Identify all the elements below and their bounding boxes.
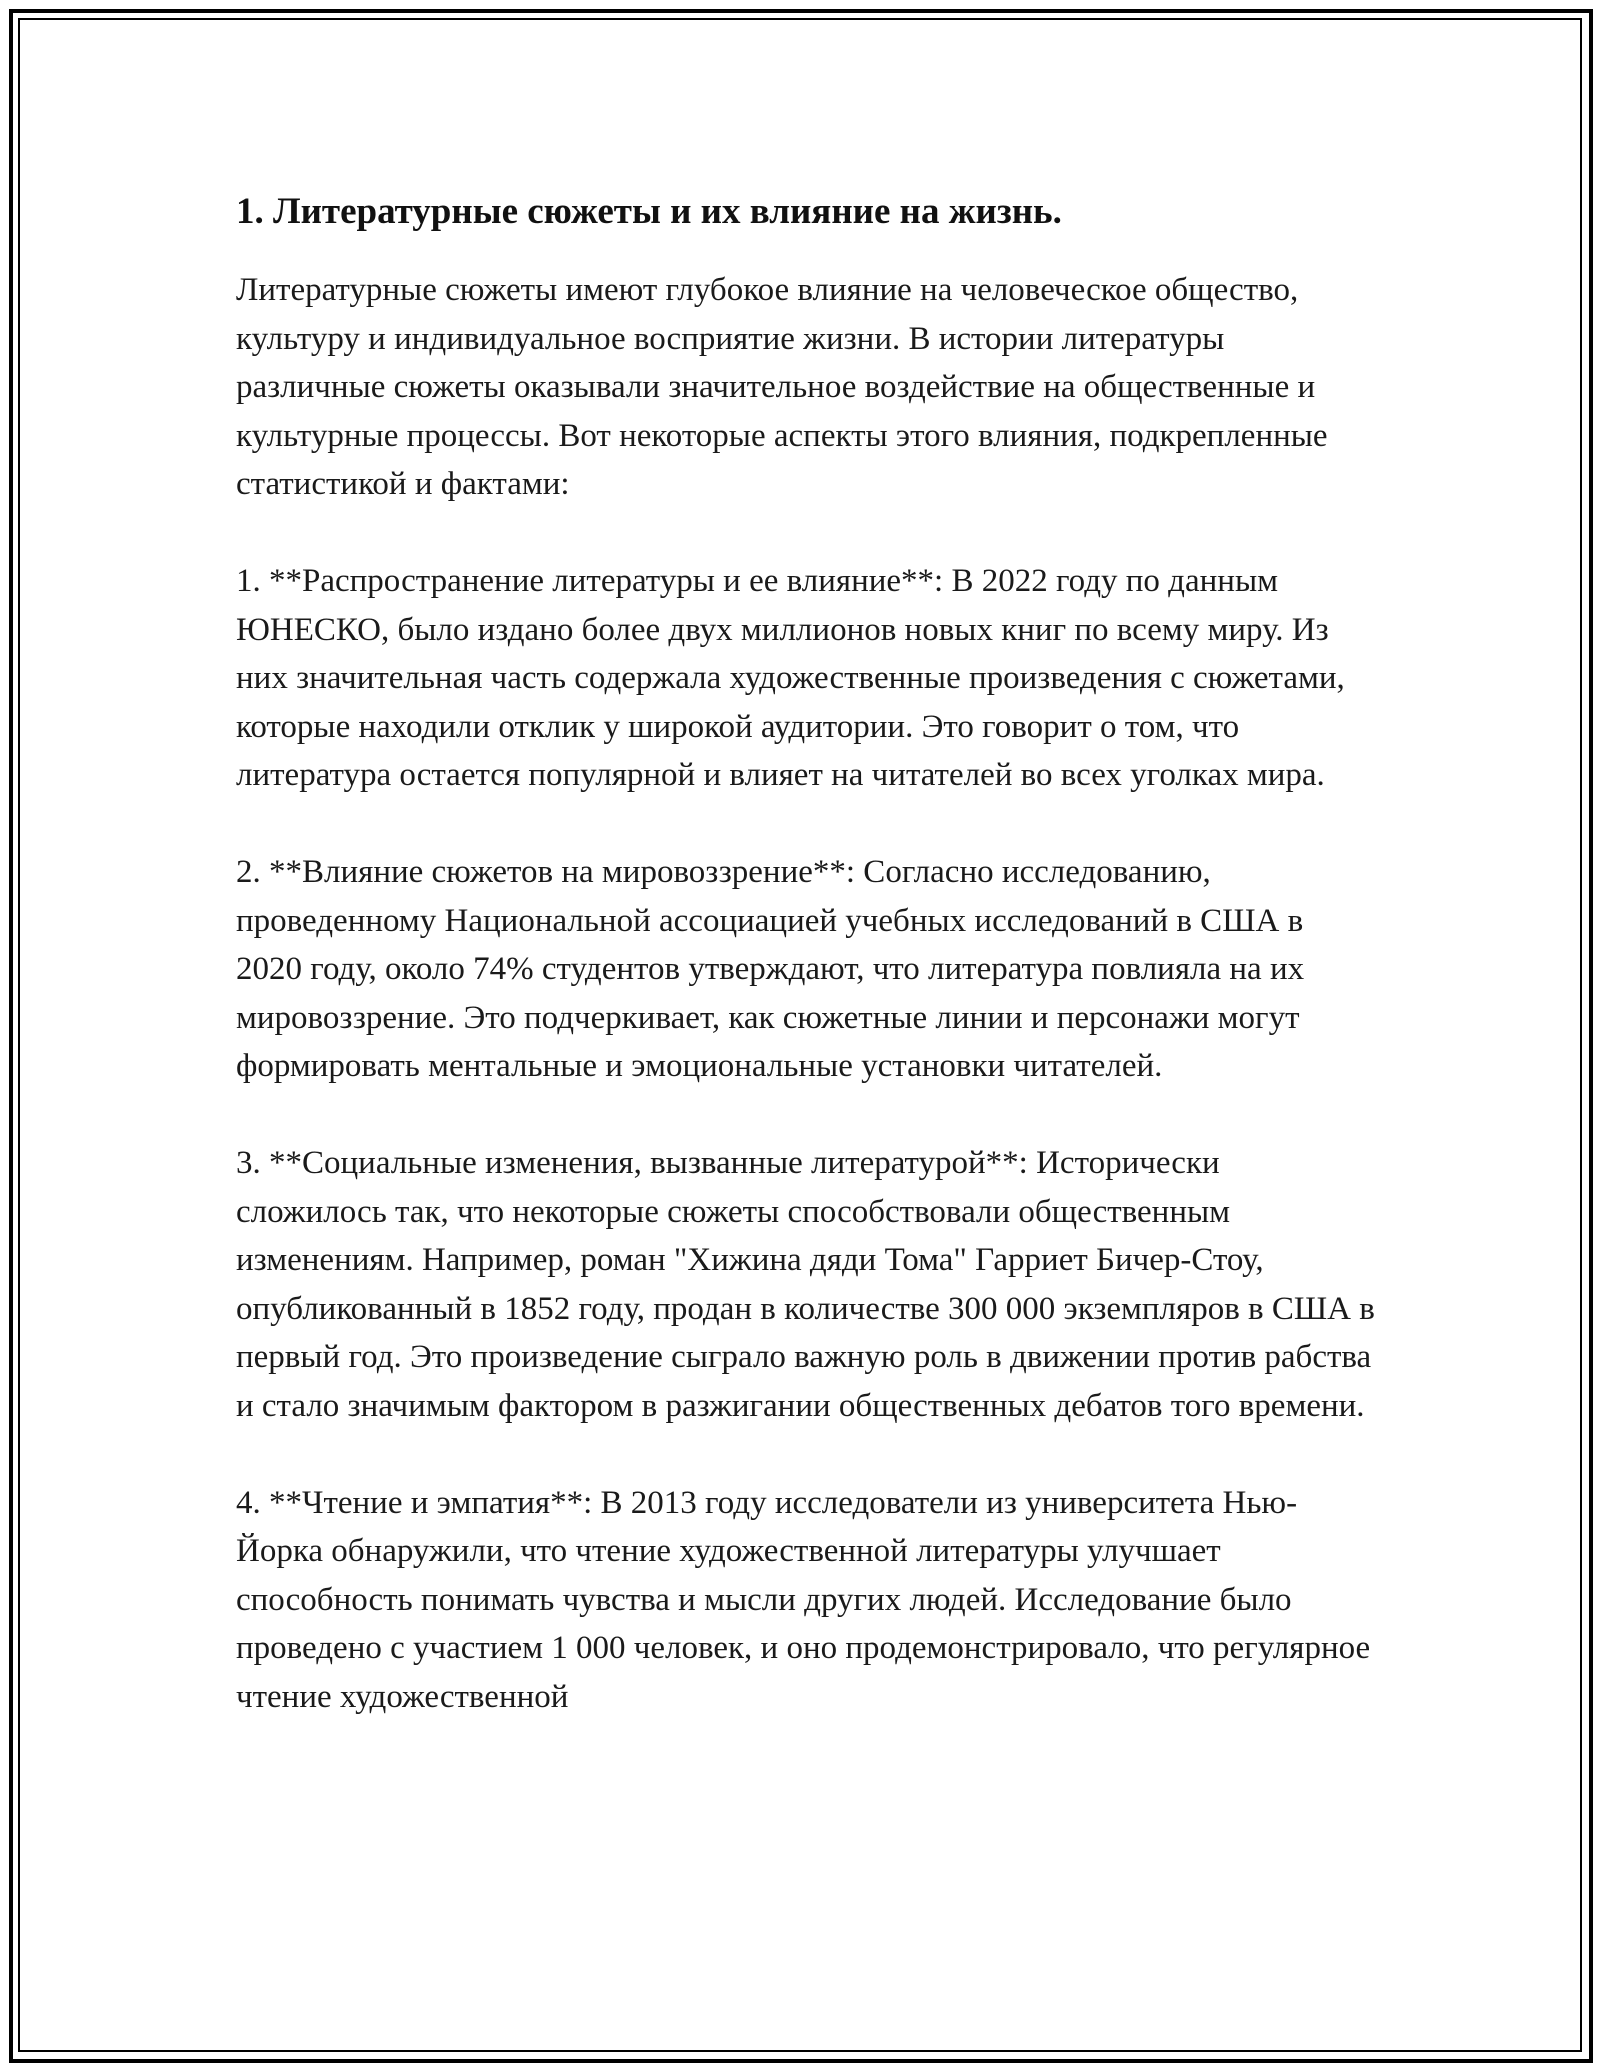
document-body (236, 266, 1376, 1721)
list-item-1-paragraph: 1. **Распространение литературы и ее влияние**: В 2022 году по данным ЮНЕСКО, было издано более двух миллионов новых книг по всему миру. Из них значительная часть содержала художественные произведения с сюжетами, которые находили отклик у широкой аудитории. Это говорит о том, что литература остается популярной и влияет на читателей во всех уголках мира. (236, 563, 1345, 793)
section-heading: 1. Литературные сюжеты и их влияние на жизнь. (236, 191, 1062, 232)
list-item-3-paragraph: 3. **Социальные изменения, вызванные литературой**: Исторически сложилось так, что некоторые сюжеты способствовали общественным изменениям. Например, роман "Хижина дяди Тома" Гарриет Бичер-Стоу, опубликованный в 1852 году, продан в количестве 300 000 экземпляров в США в первый год. Это произведение сыграло важную роль в движении против рабства и стало значимым фактором в разжигании общественных дебатов того времени. (236, 1145, 1375, 1424)
list-item-4-paragraph: 4. **Чтение и эмпатия**: В 2013 году исследователи из университета Нью-Йорка обнаружили, что чтение художественной литературы улучшает способность понимать чувства и мысли других людей. Исследование было проведено с участием 1 000 человек, и оно продемонстрировало, что регулярное чтение художественной (236, 1484, 1371, 1715)
document-content (236, 188, 1376, 1721)
list-item-2-paragraph: 2. **Влияние сюжетов на мировоззрение**: Согласно исследованию, проведенному Национальной ассоциацией учебных исследований в США в 2020 году, около 74% студентов утверждают, что литература повлияла на их мировоззрение. Это подчеркивает, как сюжетные линии и персонажи могут формировать ментальные и эмоциональные установки читателей. (236, 854, 1305, 1084)
intro-paragraph: Литературные сюжеты имеют глубокое влияние на человеческое общество, культуру и индивидуальное восприятие жизни. В истории литературы различные сюжеты оказывали значительное воздействие на общественные и культурные процессы. Вот некоторые аспекты этого влияния, подкрепленные статистикой и фактами: (236, 272, 1328, 502)
